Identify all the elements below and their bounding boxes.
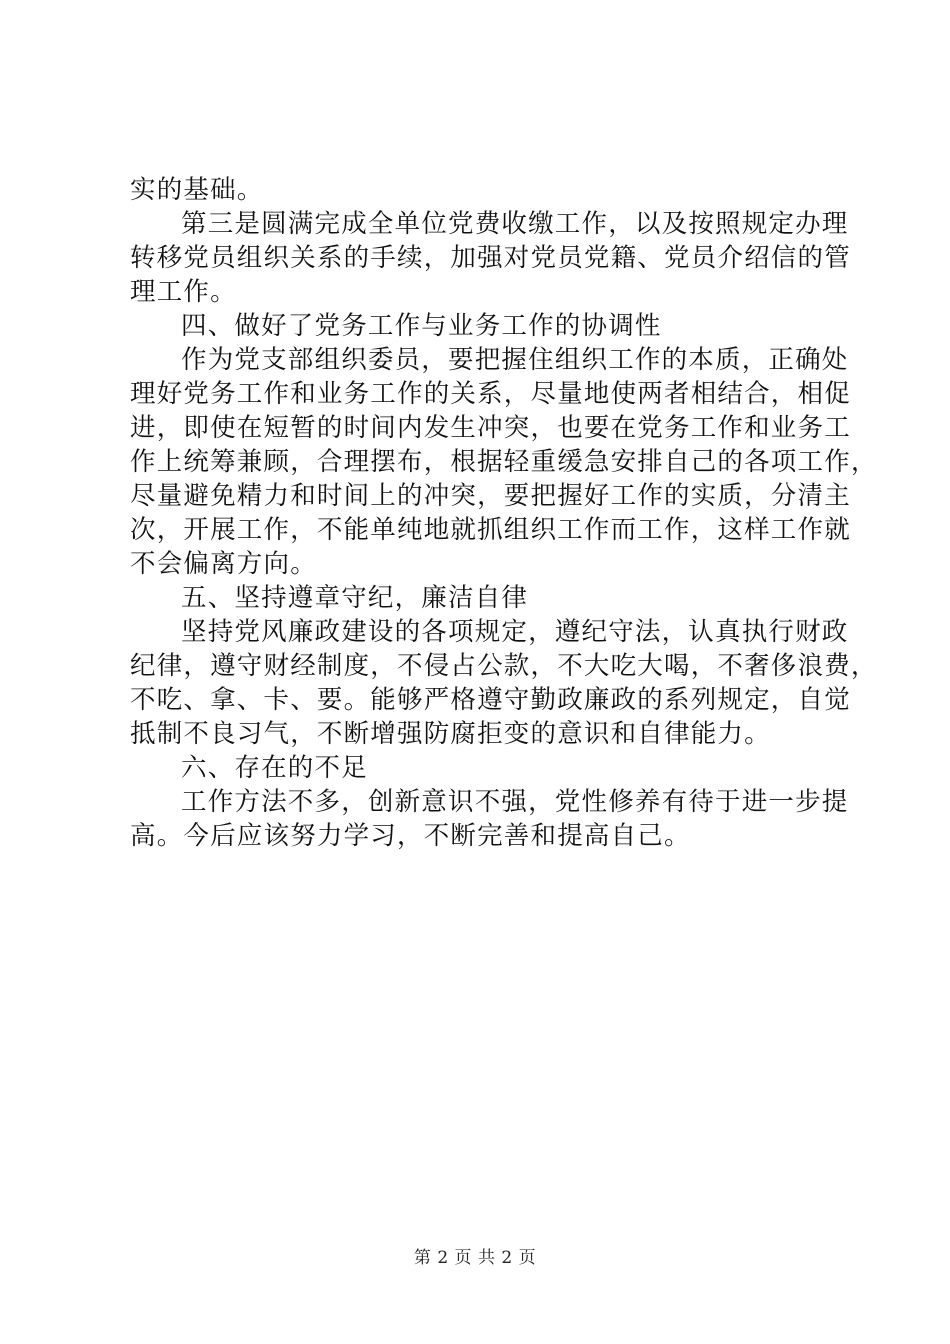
text-line: 实的基础。 bbox=[130, 175, 264, 205]
paragraph-line: 坚持党风廉政建设的各项规定，遵纪守法，认真执行财政 bbox=[181, 617, 849, 647]
paragraph-line: 第三是圆满完成全单位党费收缴工作，以及按照规定办理 bbox=[181, 209, 849, 239]
section-heading-5: 五、坚持遵章守纪，廉洁自律 bbox=[181, 583, 529, 613]
text-line: 尽量避免精力和时间上的冲突，要把握好工作的实质，分清主 bbox=[130, 481, 851, 511]
section-heading-6: 六、存在的不足 bbox=[181, 753, 368, 783]
text-line: 不会偏离方向。 bbox=[130, 549, 317, 579]
text-line: 理工作。 bbox=[130, 277, 237, 307]
text-line: 次，开展工作，不能单纯地就抓组织工作而工作，这样工作就 bbox=[130, 515, 851, 545]
text-line: 纪律，遵守财经制度，不侵占公款，不大吃大喝，不奢侈浪费， bbox=[130, 651, 878, 681]
section-heading-4: 四、做好了党务工作与业务工作的协调性 bbox=[181, 311, 662, 341]
paragraph-line: 作为党支部组织委员，要把握住组织工作的本质，正确处 bbox=[181, 345, 849, 375]
page-number-footer: 第 2 页 共 2 页 bbox=[413, 1248, 537, 1268]
text-line: 不吃、拿、卡、要。能够严格遵守勤政廉政的系列规定，自觉 bbox=[130, 685, 851, 715]
text-line: 理好党务工作和业务工作的关系，尽量地使两者相结合，相促 bbox=[130, 379, 851, 409]
text-line: 转移党员组织关系的手续，加强对党员党籍、党员介绍信的管 bbox=[130, 243, 851, 273]
paragraph-line: 工作方法不多，创新意识不强，党性修养有待于进一步提 bbox=[181, 787, 849, 817]
text-line: 进，即使在短暂的时间内发生冲突，也要在党务工作和业务工 bbox=[130, 413, 851, 443]
text-line: 抵制不良习气，不断增强防腐拒变的意识和自律能力。 bbox=[130, 719, 771, 749]
text-line: 作上统筹兼顾，合理摆布，根据轻重缓急安排自己的各项工作， bbox=[130, 447, 878, 477]
text-line: 高。今后应该努力学习，不断完善和提高自己。 bbox=[130, 821, 691, 851]
